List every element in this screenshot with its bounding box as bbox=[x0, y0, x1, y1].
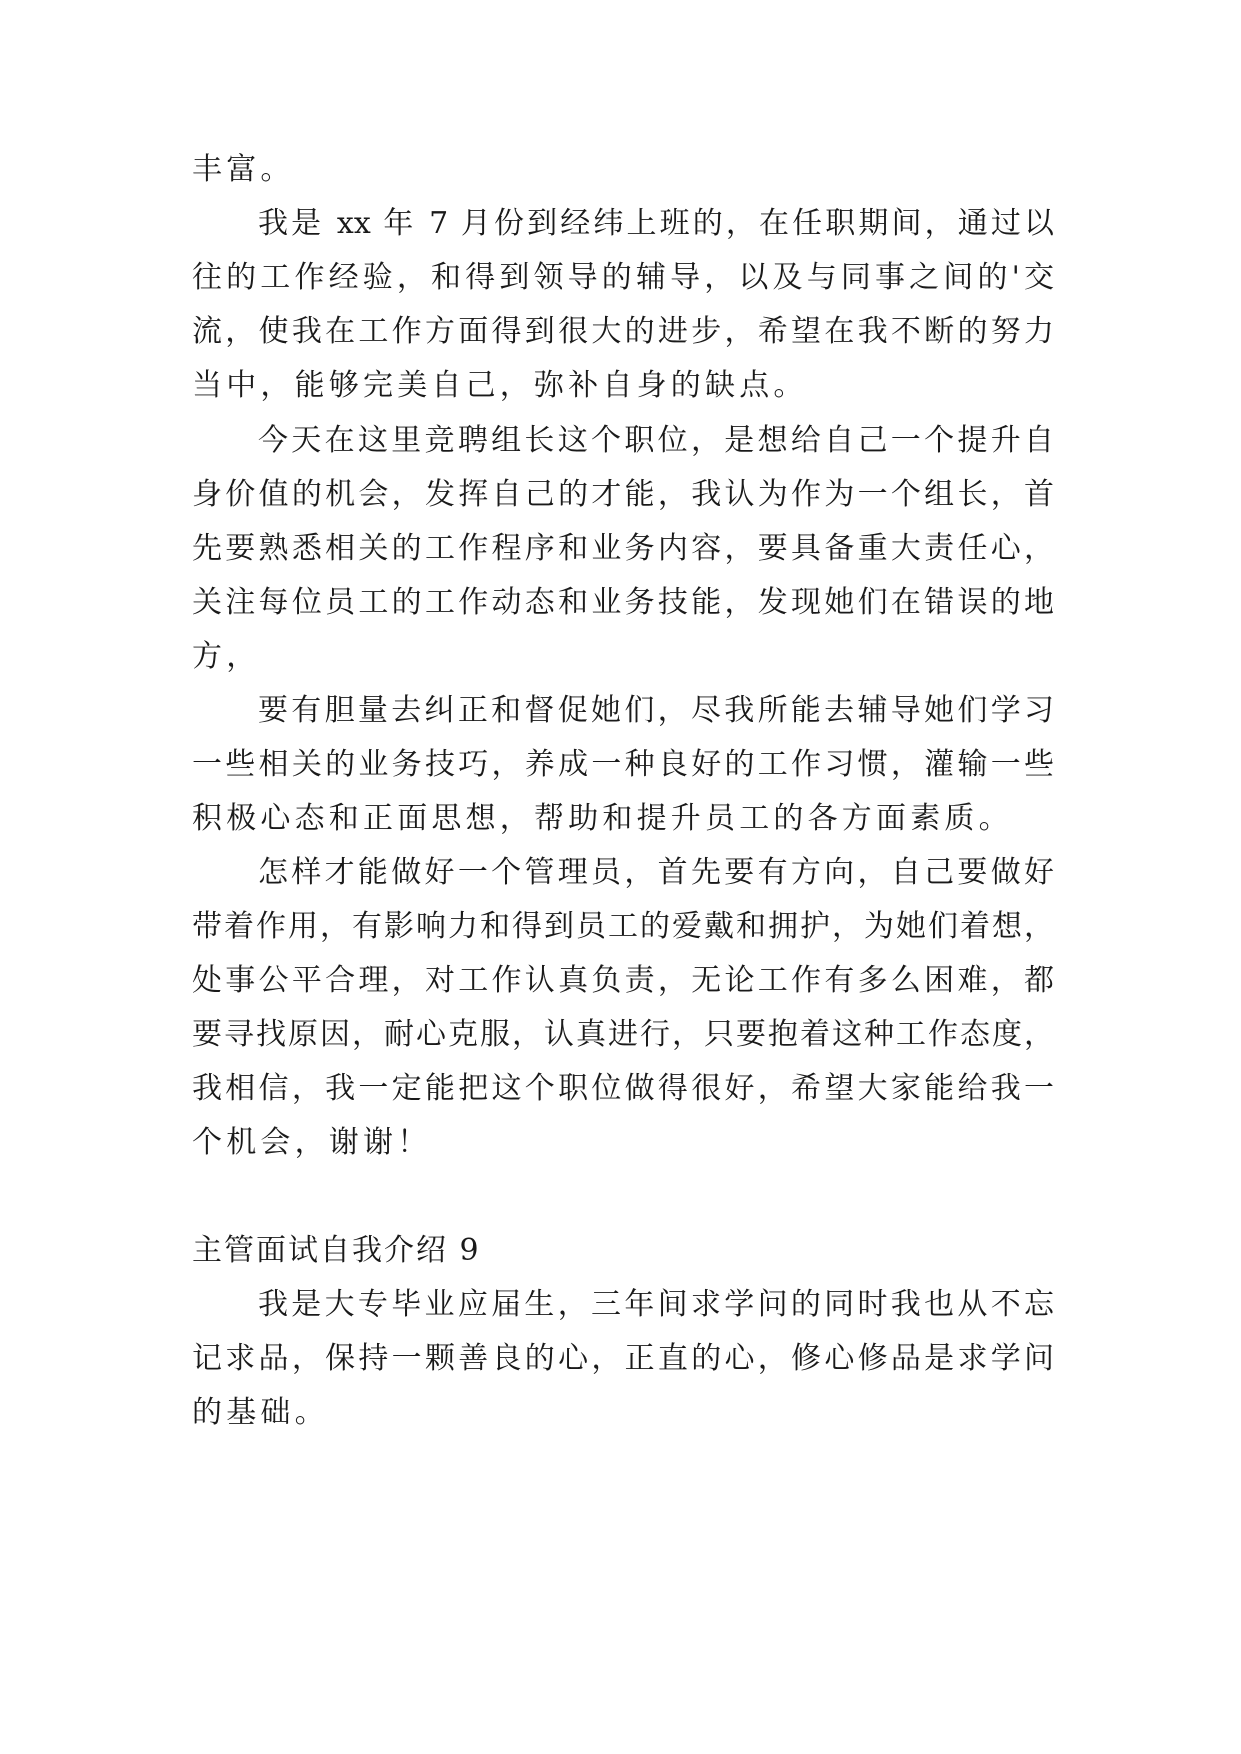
text-line: 积极心态和正面思想，帮助和提升员工的各方面素质。 bbox=[192, 801, 1013, 836]
text-line: 往的工作经验，和得到领导的辅导，以及与同事之间的'交 bbox=[192, 260, 1054, 295]
text-line: 流，使我在工作方面得到很大的进步，希望在我不断的努力 bbox=[192, 314, 1054, 349]
text-line: 关注每位员工的工作动态和业务技能，发现她们在错误的地 bbox=[192, 585, 1054, 620]
text-line: 带着作用，有影响力和得到员工的爱戴和拥护，为她们着想， bbox=[192, 909, 1054, 944]
text-line: 我是大专毕业应届生，三年间求学问的同时我也从不忘 bbox=[258, 1287, 1054, 1322]
text-line: 方， bbox=[192, 639, 261, 674]
text-line: 丰富。 bbox=[192, 152, 295, 187]
text-line: 处事公平合理，对工作认真负责，无论工作有多么困难，都 bbox=[192, 963, 1054, 998]
section-heading: 主管面试自我介绍 9 bbox=[192, 1233, 481, 1268]
text-line: 当中，能够完美自己，弥补自身的缺点。 bbox=[192, 368, 808, 403]
text-line: 要有胆量去纠正和督促她们，尽我所能去辅导她们学习 bbox=[258, 693, 1054, 728]
text-line: 先要熟悉相关的工作程序和业务内容，要具备重大责任心， bbox=[192, 531, 1054, 566]
text-line: 要寻找原因，耐心克服，认真进行，只要抱着这种工作态度， bbox=[192, 1017, 1054, 1052]
text-line: 一些相关的业务技巧，养成一种良好的工作习惯，灌输一些 bbox=[192, 747, 1054, 782]
text-line: 的基础。 bbox=[192, 1395, 329, 1430]
text-line: 我相信，我一定能把这个职位做得很好，希望大家能给我一 bbox=[192, 1071, 1054, 1106]
text-line: 身价值的机会，发挥自己的才能，我认为作为一个组长，首 bbox=[192, 477, 1054, 512]
text-line: 我是 xx 年 7 月份到经纬上班的，在任职期间，通过以 bbox=[258, 206, 1054, 241]
text-line: 今天在这里竞聘组长这个职位，是想给自己一个提升自 bbox=[258, 423, 1054, 458]
text-line: 怎样才能做好一个管理员，首先要有方向，自己要做好 bbox=[258, 855, 1054, 890]
text-line: 记求品，保持一颗善良的心，正直的心，修心修品是求学问 bbox=[192, 1341, 1054, 1376]
text-line: 个机会，谢谢！ bbox=[192, 1125, 432, 1160]
